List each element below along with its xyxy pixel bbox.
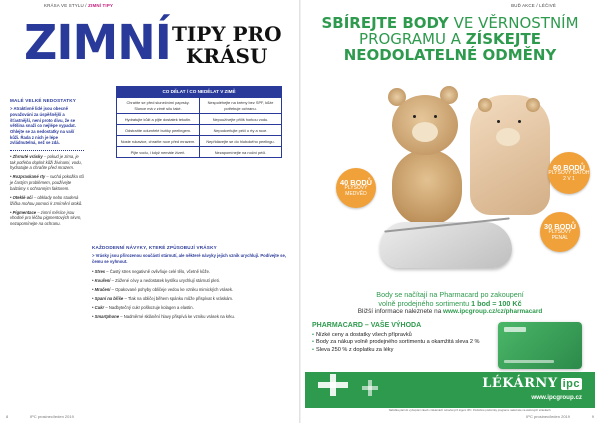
left-column-lead: > Atraktivně lidé jsou obecně považováni za úspěšnější a šťastnější, není proto divu, že se většina snaží co nejlépe vypadat. Ohlejte se za nedostatky na vaší kůži. Řada z nich je lépe zvládnutelná, než se zdá. [10, 106, 76, 146]
list-item: • Sleva 250 % z doplatku za léky [312, 347, 487, 354]
list-item: • Stres – Častý stres negativně ovlivňuje celé tělo, včetně kůže. [92, 268, 211, 274]
reward-badge-backpack: 60 BODŮ PLYŠOVÝ BATOH 2 V 1 [548, 152, 590, 194]
cross-icon [330, 374, 336, 396]
table-cell-do: Noste rukavice, chraňte ruce před mrazem. [120, 138, 196, 144]
issue-label-left: IPC prosinec/leden 2019 [30, 414, 74, 419]
table-row [117, 97, 281, 113]
table-cell-do: Hydratujte kůži a pijte dostatek tekutin. [124, 116, 192, 122]
pharmacard-link[interactable]: www.ipcgroup.cz/cz/pharmacard [443, 308, 543, 315]
list-item: • Zhrnuté vrásky – pokud je zima, je tak potřeba doplnit kůži živinami, vodu, hydratujte a chraňte před mrazem. [10, 153, 82, 171]
pharmacard-image [498, 322, 582, 369]
list-item: • Kouření – Zúžené cévy a nedostatek kyslíku urychlují stárnutí pleti. [92, 277, 220, 283]
do-dont-table-heading: CO DĚLAT / CO NEDĚLAT V ZIMĚ [117, 87, 281, 97]
bottom-column [92, 245, 292, 324]
list-item: • Smartphone – Nadměrné sklánění hlavy přispívá ke vzniku vrásek na krku. [92, 314, 235, 320]
table-row [117, 124, 281, 135]
list-item: • Rozpraskané rty – suchá pokožka rtů je častým problémem, používejte balzámy s ochranným faktorem. [10, 174, 84, 191]
table-cell-do: Pijte vodu, i když nemáte žízeň. [130, 149, 186, 155]
bear-eye [434, 115, 437, 118]
list-item: • Mračení – Opakované pohyby obličeje vedou ke vzniku mimických vrásek. [92, 286, 234, 292]
header-section-label: KRÁSA VE STYLU / [44, 3, 87, 8]
card-stripe [504, 360, 554, 363]
points-info: Body se načítají na Pharmacard po zakoupení volně prodejného sortimentu 1 bod = 100 Kč Bližší informace naleznete na www.ipcgroup.cz/cz/pharmacard [357, 290, 543, 315]
bottom-column-heading: KAŽDODENNÍ NÁVYKY, KTERÉ ZPŮSOBUJÍ VRÁSKY [92, 245, 217, 250]
table-cell-dont: Nepodceňujte péči o rty a ruce. [199, 125, 281, 135]
brand-name: LÉKÁRNY ipc [482, 376, 580, 391]
running-header-left [44, 3, 113, 8]
title-line2: TIPY PRO [172, 22, 282, 46]
cross-icon [368, 380, 372, 396]
table-cell-dont: Nespoléhejte na krémy bez SPF, kůže potřebuje ochranu. [199, 98, 281, 113]
backpack-eye [497, 120, 500, 123]
bear-snout [412, 122, 438, 142]
plush-backpack-image [470, 95, 550, 215]
reward-badge-bear: 40 BODŮ PLYŠOVÝ MEDVĚD [336, 168, 376, 208]
bear-eye [413, 115, 416, 118]
ipc-logo: ipc [562, 378, 580, 390]
backpack-eye [518, 120, 521, 123]
do-dont-table [116, 86, 282, 158]
spread-gutter [299, 0, 301, 423]
divider [10, 150, 84, 151]
promo-title: SBÍREJTE BODY VE VĚRNOSTNÍM PROGRAMU A ZÍSKEJTE NEODOLATELNÉ ODMĚNY [321, 14, 579, 64]
table-row [117, 113, 281, 124]
list-item: • Nízké ceny a dostatky všech přípravků [312, 332, 487, 339]
issue-label-right: IPC prosinec/leden 2019 [526, 414, 570, 419]
reward-badge-pencil-case: 30 BODŮ PLYŠOVÝ PENÁL [540, 212, 580, 252]
table-row [117, 146, 281, 157]
header-right-label: BUĎ AKCE / LÉČIVÉ [511, 3, 556, 8]
advantages-heading: PHARMACARD – VAŠE VÝHODA [312, 322, 422, 329]
list-item: • Body za nákup volně prodejného sortimentu a okamžitá sleva 2 % [312, 339, 487, 346]
title-line3: KRÁSU [186, 44, 268, 68]
list-item: • Cukr – Nadbytečný cukr poškozuje kolagen a elastin. [92, 305, 194, 311]
table-cell-do: Chraňte se před slunečními paprsky. Slunce má v zimě sílu také. [126, 100, 190, 111]
backpack-ear-left [478, 98, 492, 112]
bottom-column-lead: > Vrásky jsou přirozenou součástí stárnutí, ale některé návyky jejich vznik urychlují. Podívejte se, čemu se vyhnout. [92, 253, 286, 264]
list-item: • Spaní na břiše – Tlak na obličej během spánku může přispívat k vráskám. [92, 296, 234, 302]
table-cell-dont: Nepřidávejte se do hlubokého peelingu. [199, 136, 281, 146]
card-title-strip [504, 327, 526, 332]
list-item: • Pigmentace – zimní měsíce jsou vhodné pro léčbu pigmentových skvrn, nezapomínejte na ochranu. [10, 209, 82, 227]
table-cell-do: Odstraňte odumřelé buňky peelingem. [125, 127, 191, 133]
list-item: • Oteklé oči – obklady nebo studená lžička mohou pomoci k zmírnění otoků. [10, 194, 83, 206]
table-cell-dont: Nezapomínejte na noční péči. [199, 147, 281, 157]
table-row [117, 135, 281, 146]
table-cell-dont: Nepoužívejte příliš horkou vodu. [199, 114, 281, 124]
fine-print: Nabídka platí do vyčerpání zásob v lékárnách označených logem IPC. Podrobné podmínky programu naleznete na webových stránkách. [388, 409, 552, 412]
page-number-left: 8 [6, 414, 9, 419]
title-main: ZIMNÍ [24, 13, 171, 71]
brand-website-link[interactable]: www.ipcgroup.cz [531, 394, 582, 401]
left-column-heading: MALÉ VELKÉ NEDOSTATKY [10, 98, 77, 103]
page-number-right: 9 [591, 414, 594, 419]
left-column [10, 98, 84, 230]
running-header-right [511, 3, 556, 8]
backpack-snout [496, 128, 520, 146]
bear-body [392, 150, 462, 225]
header-highlight-label: ZIMNÍ TIPY [88, 3, 114, 8]
advantages-list [312, 332, 487, 354]
backpack-ear-right [526, 98, 540, 112]
